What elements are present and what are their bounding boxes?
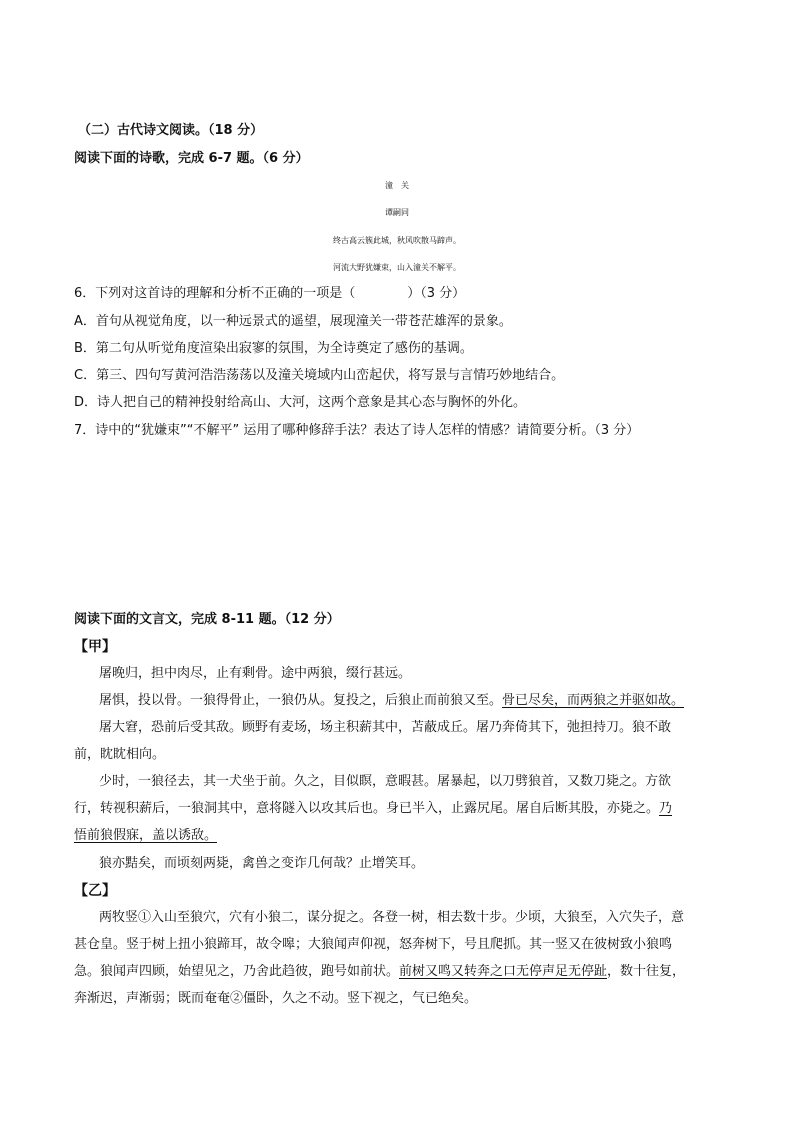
jia-paragraph-2 [99,692,684,710]
jia-paragraph-2-text: 屠惧，投以骨。一狼得骨止，一狼仍从。复投之，后狼止而前狼又至。 [99,693,503,708]
jia-paragraph-1: 屠晚归，担中肉尽，止有剩骨。途中两狼，缀行甚远。 [99,666,412,681]
question-6-option-a: A．首句从视觉角度，以一种远景式的遥望，展现潼关一带苍茫雄浑的景象。 [74,314,512,329]
jia-paragraph-3-line-2: 前，眈眈相向。 [74,747,166,762]
poem-line-1: 终古高云簇此城，秋风吹散马蹄声。 [333,236,461,245]
question-6-option-c: C．第三、四句写黄河浩浩荡荡以及潼关境域内山峦起伏，将写景与言情巧妙地结合。 [74,368,565,383]
question-6-option-b: B．第二句从听觉角度渲染出寂寥的氛围，为全诗奠定了感伤的基调。 [74,341,473,356]
jia-paragraph-4-line-1: 少时，一狼径去，其一犬坐于前。久之，目似瞑，意暇甚。屠暴起，以刀劈狼首，又数刀毙之。方欲 [99,774,672,789]
yi-paragraph-line-3-tail: ，数十往复， [607,964,686,979]
question-6-option-d: D．诗人把自己的精神投射给高山、大河，这两个意象是其心态与胸怀的外化。 [74,395,527,410]
passage-jia-label: 【甲】 [74,639,116,655]
question-7-stem: 7．诗中的“犹嫌束”“不解平” 运用了哪种修辞手法？表达了诗人怎样的情感？请简要分析。（3 分） [74,423,640,438]
yi-paragraph-line-3-text: 急。狼闻声四顾，始望见之，乃舍此趋彼，跑号如前状。 [74,964,400,979]
section-heading: （二）古代诗文阅读。（18 分） [78,123,264,138]
yi-underlined-sentence: 前树又鸣又转奔之口无停声足无停趾 [399,964,608,979]
jia-paragraph-3-line-1: 屠大窘，恐前后受其敌。顾野有麦场，场主积薪其中，苫蔽成丘。屠乃奔倚其下，弛担持刀。狼不敢 [99,720,672,735]
jia-paragraph-5: 狼亦黠矣，而顷刻两毙，禽兽之变诈几何哉？止增笑耳。 [99,856,425,871]
poem-line-2: 河流大野犹嫌束，山入潼关不解平。 [333,263,461,272]
jia-underlined-sentence-2-end: 悟前狼假寐，盖以诱敌。 [74,828,218,843]
yi-paragraph-line-2: 甚仓皇。竖于树上扭小狼蹄耳，故令嗥；大狼闻声仰视，怒奔树下，号且爬抓。其一竖又在彼树致小狼鸣 [74,937,673,952]
jia-underlined-sentence-1: 骨已尽矣，而两狼之并驱如故。 [502,693,685,708]
yi-paragraph-line-4: 奔渐迟，声渐弱；既而奄奄②僵卧，久之不动。竖下视之，气已绝矣。 [74,991,478,1006]
jia-paragraph-4-line-2-text: 行，转视积薪后，一狼洞其中，意将隧入以攻其后也。身已半入，止露尻尾。屠自后断其股，亦毙之。 [74,801,660,816]
classical-instruction: 阅读下面的文言文，完成 8-11 题。（12 分） [74,612,340,627]
yi-paragraph-line-1: 两牧竖①入山至狼穴，穴有小狼二，谋分捉之。各登一树，相去数十步。少顷，大狼至，入穴失子，意 [99,910,685,925]
yi-paragraph-line-3 [74,963,685,981]
poem-author: 谭嗣同 [385,208,409,217]
jia-underlined-sentence-2-start: 乃 [659,801,673,816]
jia-paragraph-4-line-2 [74,800,672,818]
question-6-stem: 6．下列对这首诗的理解和分析不正确的一项是（ ）（3 分） [74,286,466,301]
poem-title: 潼 关 [385,181,409,190]
poem-instruction: 阅读下面的诗歌，完成 6-7 题。（6 分） [74,151,309,166]
passage-yi-label: 【乙】 [74,883,116,899]
